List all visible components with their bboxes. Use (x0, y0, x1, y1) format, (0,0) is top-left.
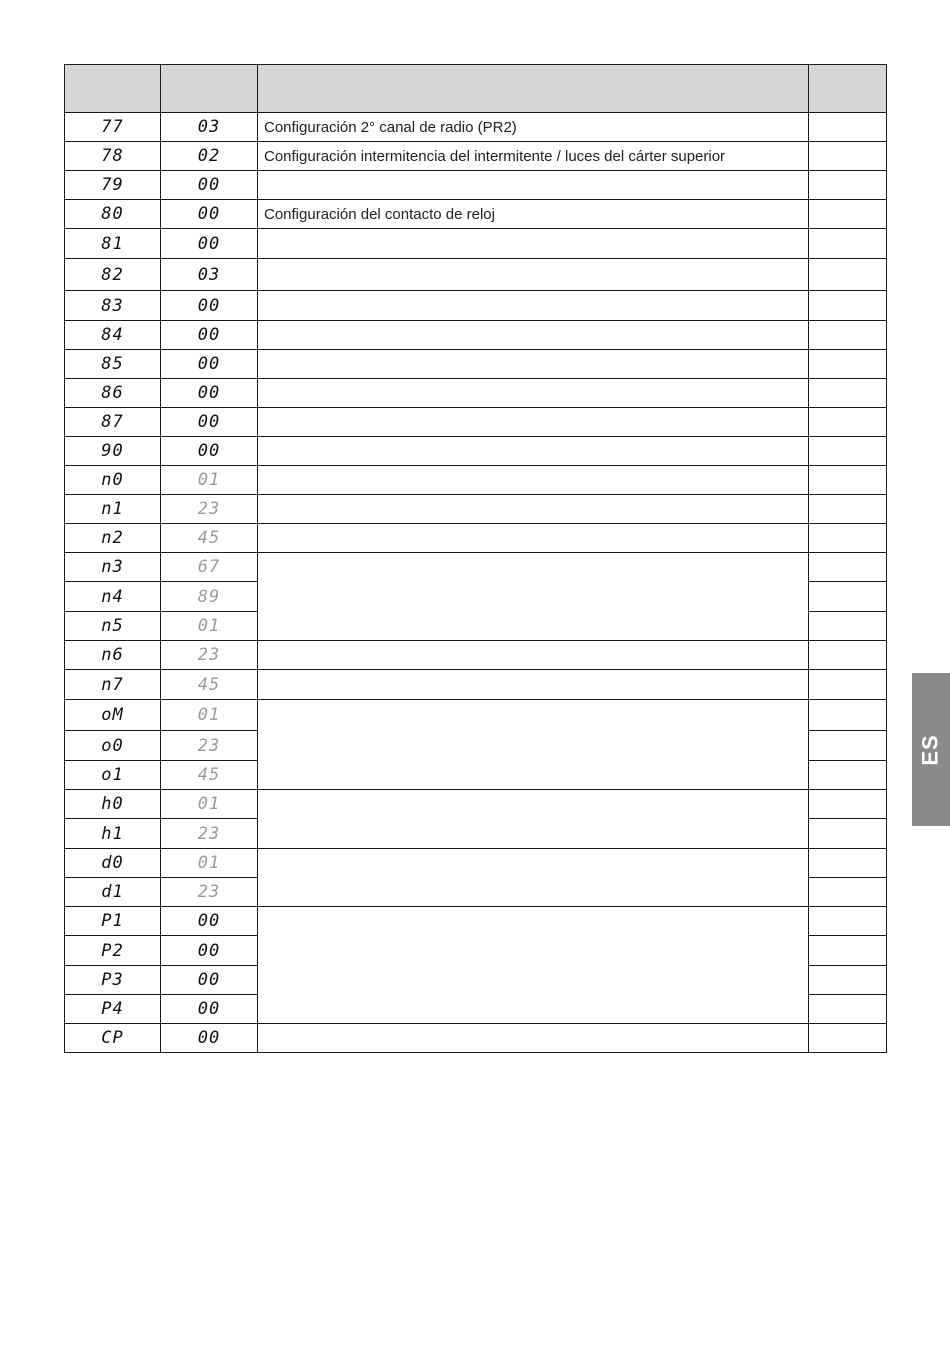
table-row (65, 200, 887, 229)
notes-cell (809, 1024, 887, 1053)
table-row (65, 408, 887, 437)
notes-cell (809, 437, 887, 466)
parameter-value: 00 (161, 229, 258, 259)
parameter-value: 00 (161, 321, 258, 350)
notes-cell (809, 379, 887, 408)
parameter-code: n1 (65, 495, 161, 524)
parameter-value: 01 (161, 466, 258, 495)
parameter-description (258, 437, 809, 466)
notes-cell (809, 200, 887, 229)
parameter-code: 90 (65, 437, 161, 466)
parameter-value: 00 (161, 437, 258, 466)
parameter-code: P2 (65, 936, 161, 966)
parameter-description: Configuración intermitencia del intermitente / luces del cárter superior (258, 142, 809, 171)
table-body (65, 113, 887, 1053)
parameter-code: n2 (65, 524, 161, 553)
table-row (65, 437, 887, 466)
notes-cell (809, 819, 887, 849)
parameter-value: 23 (161, 878, 258, 907)
notes-cell (809, 936, 887, 966)
header-notes (809, 65, 887, 113)
parameter-value: 00 (161, 966, 258, 995)
notes-cell (809, 790, 887, 819)
notes-cell (809, 700, 887, 731)
header-parameter (65, 65, 161, 113)
header-description (258, 65, 809, 113)
parameter-code: h0 (65, 790, 161, 819)
parameter-code: 80 (65, 200, 161, 229)
table-row (65, 142, 887, 171)
parameter-description (258, 849, 809, 907)
parameter-value: 45 (161, 524, 258, 553)
parameter-value: 03 (161, 259, 258, 291)
parameter-description (258, 524, 809, 553)
parameter-value: 00 (161, 379, 258, 408)
table-row (65, 641, 887, 670)
notes-cell (809, 321, 887, 350)
parameter-value: 00 (161, 408, 258, 437)
parameter-description (258, 907, 809, 1024)
table-row (65, 495, 887, 524)
table-row (65, 700, 887, 731)
notes-cell (809, 113, 887, 142)
parameter-value: 01 (161, 700, 258, 731)
parameter-code: 84 (65, 321, 161, 350)
notes-cell (809, 670, 887, 700)
parameter-value: 00 (161, 995, 258, 1024)
notes-cell (809, 966, 887, 995)
header-value (161, 65, 258, 113)
parameter-value: 23 (161, 495, 258, 524)
parameter-code: oM (65, 700, 161, 731)
parameter-value: 00 (161, 171, 258, 200)
parameter-description: Configuración 2° canal de radio (PR2) (258, 113, 809, 142)
parameter-description (258, 259, 809, 291)
parameter-code: 82 (65, 259, 161, 291)
notes-cell (809, 229, 887, 259)
parameter-description (258, 700, 809, 790)
parameter-code: CP (65, 1024, 161, 1053)
notes-cell (809, 995, 887, 1024)
parameter-value: 01 (161, 849, 258, 878)
notes-cell (809, 495, 887, 524)
parameter-code: P1 (65, 907, 161, 936)
parameter-code: 85 (65, 350, 161, 379)
parameter-code: 79 (65, 171, 161, 200)
parameter-value: 03 (161, 113, 258, 142)
parameter-description (258, 466, 809, 495)
table-row (65, 670, 887, 700)
notes-cell (809, 524, 887, 553)
parameter-value: 00 (161, 1024, 258, 1053)
notes-cell (809, 641, 887, 670)
parameter-value: 23 (161, 819, 258, 849)
language-tab-label: ES (917, 733, 943, 766)
notes-cell (809, 259, 887, 291)
parameter-value: 00 (161, 200, 258, 229)
parameter-code: h1 (65, 819, 161, 849)
table-row (65, 259, 887, 291)
table-row (65, 849, 887, 878)
parameter-description (258, 350, 809, 379)
parameter-value: 00 (161, 291, 258, 321)
table-row (65, 524, 887, 553)
table-row (65, 350, 887, 379)
parameter-code: 81 (65, 229, 161, 259)
parameter-value: 02 (161, 142, 258, 171)
notes-cell (809, 171, 887, 200)
notes-cell (809, 553, 887, 582)
parameter-value: 01 (161, 790, 258, 819)
parameter-code: 87 (65, 408, 161, 437)
parameter-description (258, 321, 809, 350)
parameter-code: n6 (65, 641, 161, 670)
parameter-code: n7 (65, 670, 161, 700)
parameter-code: n3 (65, 553, 161, 582)
parameter-value: 45 (161, 761, 258, 790)
parameter-value: 67 (161, 553, 258, 582)
parameter-description (258, 379, 809, 408)
table-header-row (65, 65, 887, 113)
parameter-description (258, 229, 809, 259)
parameter-code: n0 (65, 466, 161, 495)
parameter-code: d1 (65, 878, 161, 907)
notes-cell (809, 878, 887, 907)
parameter-code: o0 (65, 731, 161, 761)
notes-cell (809, 849, 887, 878)
table-row (65, 1024, 887, 1053)
parameter-description (258, 641, 809, 670)
parameter-description (258, 790, 809, 849)
parameter-code: 77 (65, 113, 161, 142)
notes-cell (809, 408, 887, 437)
table-row (65, 171, 887, 200)
table-row (65, 113, 887, 142)
notes-cell (809, 761, 887, 790)
parameter-code: P4 (65, 995, 161, 1024)
table-row (65, 229, 887, 259)
notes-cell (809, 466, 887, 495)
table-row (65, 553, 887, 582)
table-row (65, 321, 887, 350)
parameter-description (258, 553, 809, 641)
parameter-description (258, 408, 809, 437)
table-row (65, 291, 887, 321)
parameter-code: o1 (65, 761, 161, 790)
notes-cell (809, 582, 887, 612)
parameter-code: 83 (65, 291, 161, 321)
parameter-description: Configuración del contacto de reloj (258, 200, 809, 229)
parameter-code: n5 (65, 612, 161, 641)
parameter-description (258, 495, 809, 524)
notes-cell (809, 731, 887, 761)
parameter-description (258, 171, 809, 200)
parameter-description (258, 1024, 809, 1053)
parameter-value: 89 (161, 582, 258, 612)
language-tab (912, 673, 950, 826)
parameter-table (64, 64, 887, 1053)
notes-cell (809, 291, 887, 321)
notes-cell (809, 142, 887, 171)
parameter-value: 23 (161, 731, 258, 761)
table-row (65, 379, 887, 408)
parameter-value: 00 (161, 350, 258, 379)
parameter-value: 00 (161, 907, 258, 936)
parameter-description (258, 291, 809, 321)
parameter-value: 45 (161, 670, 258, 700)
parameter-value: 23 (161, 641, 258, 670)
parameter-code: d0 (65, 849, 161, 878)
notes-cell (809, 907, 887, 936)
table-row (65, 907, 887, 936)
notes-cell (809, 612, 887, 641)
table-row (65, 790, 887, 819)
parameter-value: 01 (161, 612, 258, 641)
parameter-value: 00 (161, 936, 258, 966)
parameter-code: 86 (65, 379, 161, 408)
parameter-code: 78 (65, 142, 161, 171)
notes-cell (809, 350, 887, 379)
parameter-description (258, 670, 809, 700)
table-row (65, 466, 887, 495)
parameter-code: n4 (65, 582, 161, 612)
parameter-code: P3 (65, 966, 161, 995)
